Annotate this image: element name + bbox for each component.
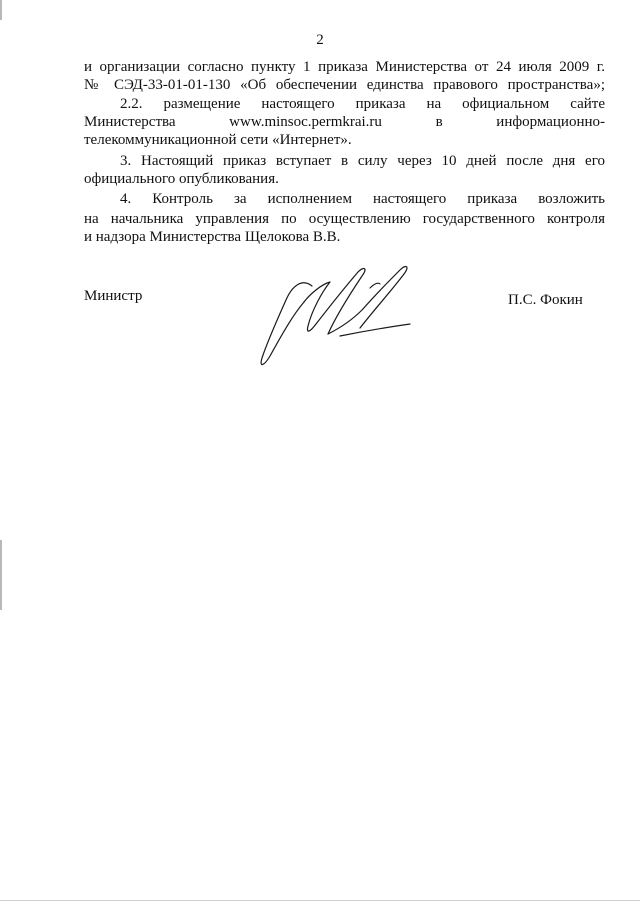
body-line-3: 2.2. размещение настоящего приказа на официальном сайте [120,96,605,112]
signatory-name: П.С. Фокин [508,292,583,308]
body-line-5: телекоммуникационной сети «Интернет». [84,132,352,148]
scan-edge-left [0,540,2,610]
body-line-2: № СЭД-33-01-01-130 «Об обеспечении единства правового пространства»; [84,77,605,93]
body-line-1: и организации согласно пункту 1 приказа Министерства от 24 июля 2009 г. [84,59,605,75]
scan-edge-top-left [0,0,2,20]
body-line-7: официального опубликования. [84,171,279,187]
handwritten-signature [250,258,420,373]
body-line-8: 4. Контроль за исполнением настоящего приказа возложить [120,191,605,207]
scan-edge-bottom [0,900,640,901]
body-line-9: на начальника управления по осуществлению государственного контроля [84,211,605,227]
body-line-6: 3. Настоящий приказ вступает в силу через 10 дней после дня его [120,153,605,169]
body-line-10: и надзора Министерства Щелокова В.В. [84,229,341,245]
page-number: 2 [316,32,324,48]
signatory-title: Министр [84,288,143,304]
body-line-4: Министерства www.minsoc.permkrai.ru в информационно- [84,114,605,130]
